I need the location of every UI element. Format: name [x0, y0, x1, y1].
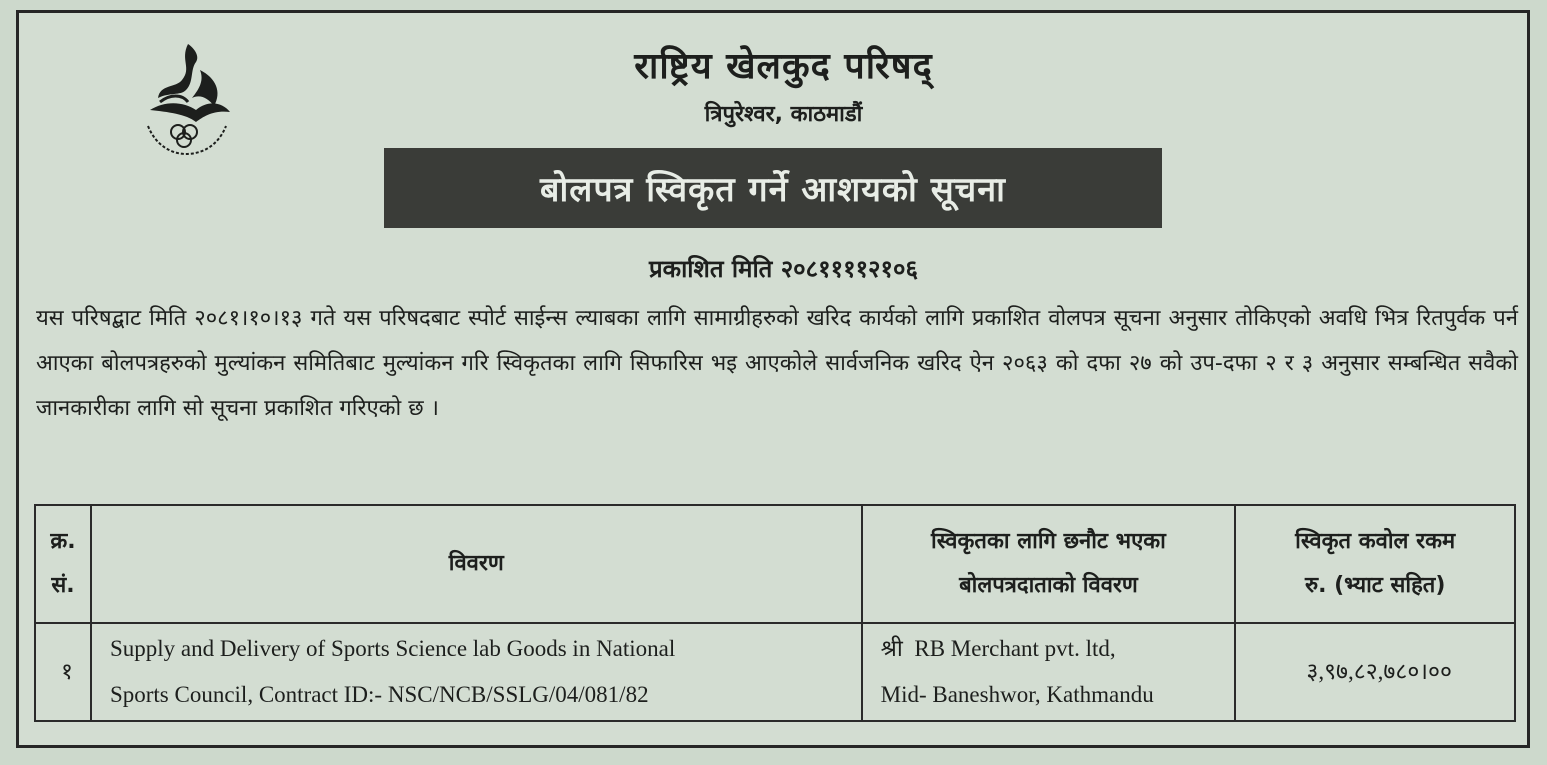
- row-amount: ३,९७,८२,७८०।००: [1235, 623, 1515, 721]
- notice-title-banner: [384, 148, 1162, 228]
- row-description: Supply and Delivery of Sports Science lab Goods in National Sports Council, Contract ID:- NSC/NCB/SSLG/04/081/82: [91, 623, 862, 721]
- published-date: प्रकाशित मिति २०८११११२१०६: [649, 255, 918, 283]
- row-bidder: श्री RB Merchant pvt. ltd, Mid- Baneshwor, Kathmandu: [862, 623, 1236, 721]
- table-header-row: [35, 505, 1515, 623]
- header-sn: क्र. सं.: [35, 505, 91, 623]
- award-table: [34, 504, 1516, 722]
- notice-title: बोलपत्र स्विकृत गर्ने आशयको सूचना: [540, 170, 1006, 210]
- org-name: राष्ट्रिय खेलकुद परिषद्: [634, 46, 933, 87]
- row-sn: १: [35, 623, 91, 721]
- org-address: त्रिपुरेश्वर, काठमाडौं: [704, 102, 863, 127]
- notice-body: यस परिषद्बाट मिति २०८१।१०।१३ गते यस परिषदबाट स्पोर्ट साईन्स ल्याबका लागि सामाग्रीहरुको खरिद कार्यको लागि प्रकाशित वोलपत्र सूचना अनुसार तोकिएको अवधि भित्र रितपुर्वक पर्न आएका बोलपत्रहरुको मुल्यांकन समितिबाट मुल्यांकन गरि स्विकृतका लागि सिफारिस भइ आएकोले सार्वजनिक खरिद ऐन २०६३ को दफा २७ को उप-दफा २ र ३ अनुसार सम्बन्धित सवैको जानकारीका लागि सो सूचना प्रकाशित गरिएको छ ।: [36, 306, 1518, 421]
- header-description: विवरण: [91, 505, 862, 623]
- header-amount: स्विकृत कवोल रकम रु. (भ्याट सहित): [1235, 505, 1515, 623]
- header-bidder: स्विकृतका लागि छनौट भएका बोलपत्रदाताको विवरण: [862, 505, 1236, 623]
- table-row: [35, 623, 1515, 721]
